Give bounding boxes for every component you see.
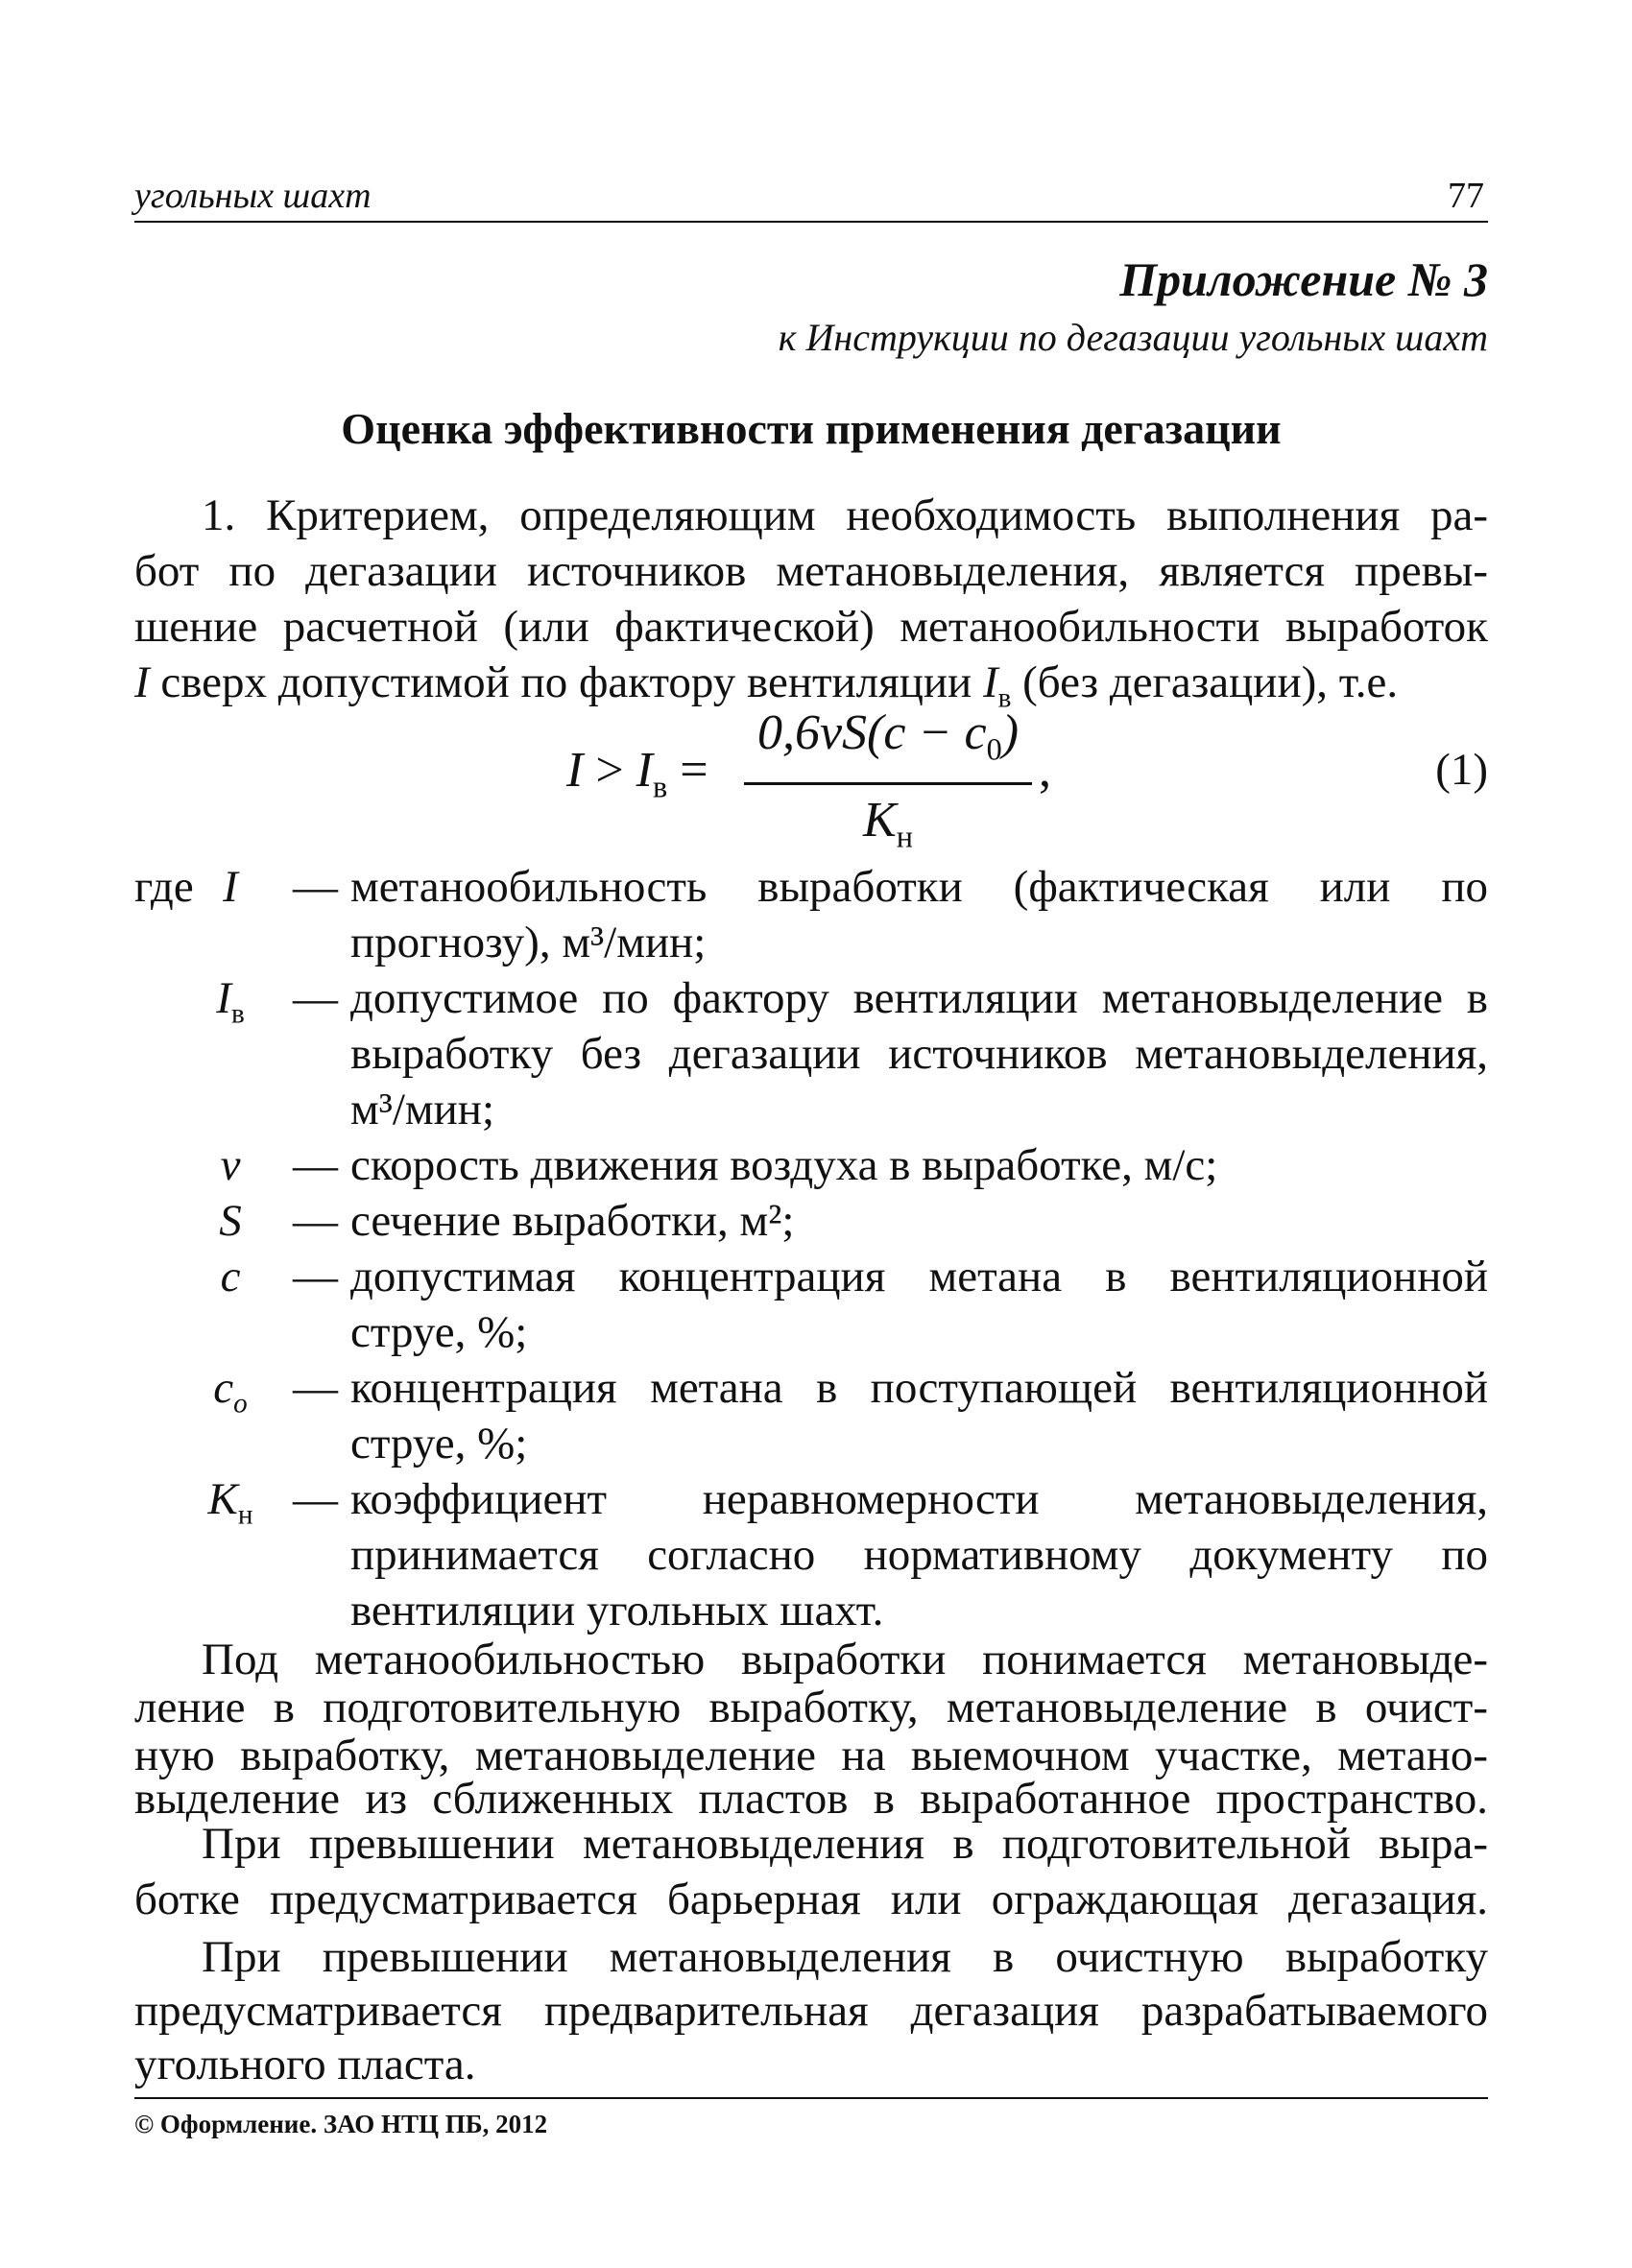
formula-comma: , — [1039, 743, 1051, 798]
formula-1 — [566, 705, 1104, 854]
formula-fraction — [744, 705, 1032, 865]
def-I-line-2: прогнозу), м³/мин; — [350, 918, 707, 967]
def-Iv-line-2: выработку без дегазации источников метановыделения, — [350, 1029, 1488, 1079]
equation-number: (1) — [1435, 745, 1488, 795]
running-header — [134, 171, 1488, 223]
where-label: где — [134, 862, 194, 912]
def-symbol-S — [192, 1193, 269, 1249]
section-title: Оценка эффективности применения дегазации — [341, 404, 1282, 453]
def-Kn-line-1: коэффициент неравномерности метановыделения, — [350, 1474, 1488, 1524]
paragraph-3-line-1: При превышении метановыделения в подготовительной выра- — [202, 1819, 1488, 1869]
formula-gt: > — [595, 743, 624, 798]
paragraph-4-line-3: угольного пласта. — [134, 2040, 476, 2089]
paragraph-1-line-4-tail: (без дегазации), т.е. — [1022, 657, 1399, 707]
def-dash: — — [293, 1196, 338, 1246]
formula-I: I — [566, 743, 584, 798]
paragraph-2-line-1: Под метанообильностью выработки понимается метановыде- — [202, 1635, 1488, 1684]
formula-Iv: I — [636, 743, 653, 798]
def-symbol-v — [192, 1137, 269, 1193]
running-title: угольных шахт — [134, 176, 372, 216]
formula-numerator — [744, 705, 1032, 776]
var-Iv: I — [982, 657, 998, 707]
def-dash: — — [293, 1140, 338, 1190]
paragraph-1-line-4-text: сверх допустимой по фактору вентиляции — [160, 657, 972, 707]
def-c-line-1: допустимая концентрация метана в вентиляционной — [350, 1252, 1488, 1301]
page-number: 77 — [1448, 176, 1484, 216]
def-symbol-c-text: c — [220, 1252, 241, 1301]
fraction-bar — [744, 782, 1032, 785]
def-symbol-Iv-text: I — [216, 973, 231, 1023]
appendix-title: Приложение № 3 — [1119, 252, 1488, 306]
def-symbol-S-text: S — [219, 1196, 242, 1246]
def-dash: — — [293, 973, 338, 1023]
def-symbol-co — [192, 1360, 269, 1431]
formula-numerator-close: ) — [1001, 705, 1020, 760]
paragraph-4-line-2: предусматривается предварительная дегазация разрабатываемого — [134, 1986, 1488, 2036]
paragraph-3-line-2: ботке предусматривается барьерная или ограждающая дегазация. — [134, 1874, 1488, 1924]
def-Iv-line-3: м³/мин; — [350, 1085, 494, 1134]
def-Iv-line-1: допустимое по фактору вентиляции метановыделение в — [350, 973, 1488, 1023]
appendix-subtitle: к Инструкции по дегазации угольных шахт — [778, 316, 1488, 359]
paragraph-1-line-3: шение расчетной (или фактической) метанообильности выработок — [134, 602, 1488, 652]
paragraph-1-line-2: бот по дегазации источников метановыделения, является превы- — [134, 546, 1488, 596]
paragraph-4-line-1: При превышении метановыделения в очистную выработку — [202, 1932, 1488, 1982]
def-symbol-Kn — [192, 1471, 269, 1542]
def-symbol-co-text: c — [213, 1363, 234, 1413]
formula-numerator-sub: 0 — [986, 731, 1002, 767]
def-v-line-1: скорость движения воздуха в выработке, м/с; — [350, 1140, 1218, 1190]
def-symbol-Iv-sub: в — [230, 998, 245, 1030]
def-dash: — — [293, 1363, 338, 1413]
footer-rule — [134, 2097, 1488, 2099]
def-Kn-line-3: вентиляции угольных шахт. — [350, 1586, 884, 1635]
def-symbol-Iv — [192, 970, 269, 1041]
var-Iv-sub: в — [997, 682, 1012, 714]
def-I-line-1: метанообильность выработки (фактическая или по — [350, 862, 1488, 912]
def-dash: — — [293, 1474, 338, 1524]
paragraph-2-line-3: ную выработку, метановыделение на выемочном участке, метано- — [134, 1731, 1488, 1780]
def-symbol-v-text: v — [220, 1140, 241, 1190]
formula-lhs — [566, 742, 708, 804]
paragraph-1-line-1: 1. Критерием, определяющим необходимость выполнения ра- — [202, 490, 1488, 540]
def-dash: — — [293, 1252, 338, 1301]
var-I: I — [134, 657, 150, 707]
def-S-line-1: сечение выработки, м²; — [350, 1196, 795, 1246]
def-symbol-I-text: I — [223, 862, 238, 912]
def-symbol-Kn-sub: н — [237, 1499, 253, 1531]
formula-numerator-text: 0,6vS(c − c — [756, 705, 987, 760]
def-symbol-c — [192, 1249, 269, 1304]
paragraph-2-line-4: выделение из сближенных пластов в выработанное пространство. — [134, 1774, 1488, 1824]
formula-denominator-K: K — [863, 793, 897, 848]
def-c-line-2: струе, %; — [350, 1307, 528, 1357]
def-symbol-co-sub: о — [233, 1388, 248, 1420]
footer-copyright: © Оформление. ЗАО НТЦ ПБ, 2012 — [134, 2110, 548, 2138]
formula-denominator-sub: н — [896, 819, 913, 854]
def-Kn-line-2: принимается согласно нормативному документу по — [350, 1530, 1488, 1580]
def-co-line-1: концентрация метана в поступающей вентиляционной — [350, 1363, 1488, 1413]
def-dash: — — [293, 862, 338, 912]
def-symbol-I — [192, 859, 269, 915]
formula-denominator — [744, 793, 1032, 864]
paragraph-2-line-2: ление в подготовительную выработку, метановыделение в очист- — [134, 1683, 1488, 1732]
def-symbol-Kn-text: K — [207, 1474, 238, 1524]
formula-Iv-sub: в — [652, 769, 668, 804]
formula-eq: = — [680, 743, 708, 798]
def-co-line-2: струе, %; — [350, 1419, 528, 1468]
